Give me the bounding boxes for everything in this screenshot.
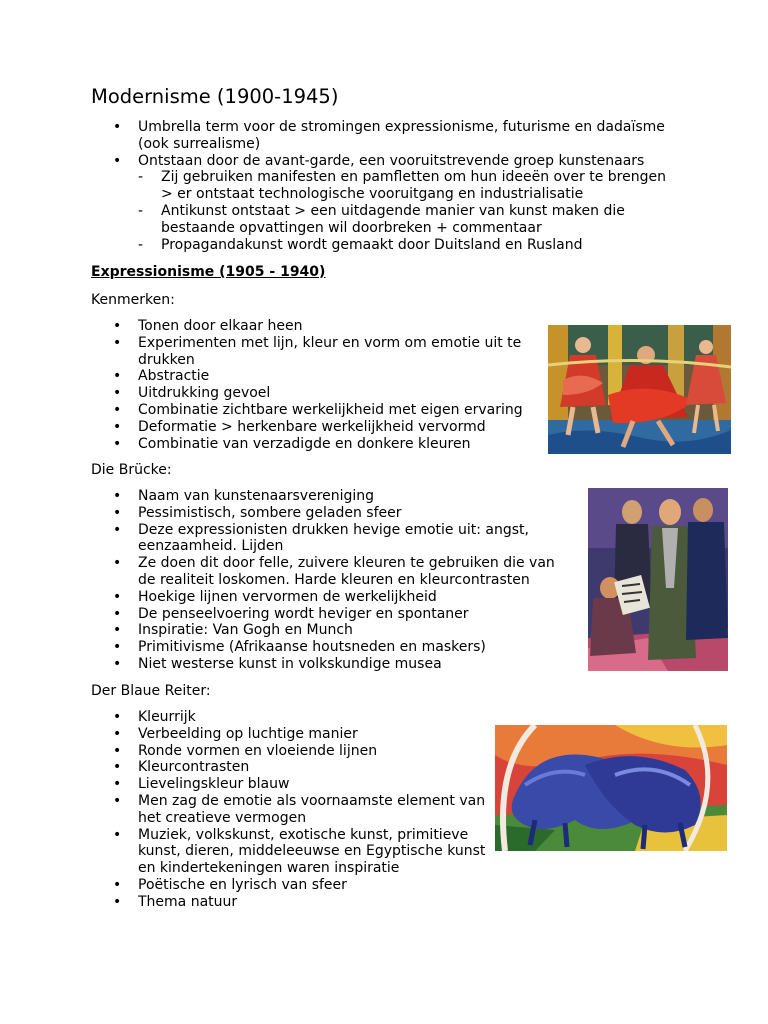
list-item-text: Pessimistisch, sombere geladen sfeer	[138, 504, 402, 521]
list-item	[91, 793, 491, 827]
list-item-text: Kleurcontrasten	[138, 759, 250, 776]
list-item	[91, 402, 541, 419]
list-item	[91, 743, 491, 760]
blue-horses-painting	[495, 725, 727, 851]
list-item	[91, 335, 541, 369]
list-item	[91, 555, 571, 589]
list-item-text: Deze expressionisten drukken hevige emotie uit: angst, eenzaamheid. Lijden	[138, 521, 529, 555]
list-item-text: Verbeelding op luchtige manier	[138, 725, 358, 742]
list-item-text: Ontstaan door de avant-garde, een vooruitstrevende groep kunstenaars	[138, 152, 645, 169]
list-item-text: Naam van kunstenaarsvereniging	[138, 488, 375, 504]
list-item	[91, 436, 541, 453]
sub-list-item	[138, 203, 681, 237]
list-item-text: Men zag de emotie als voornaamste element van het creatieve vermogen	[138, 792, 486, 826]
list-item-text: Muziek, volkskunst, exotische kunst, primitieve kunst, dieren, middeleeuwse en Egyptische kunst en kindertekeningen waren inspiratie	[138, 826, 486, 877]
list-item-text: Niet westerse kunst in volkskundige musea	[138, 655, 442, 672]
list-item	[91, 709, 491, 726]
list-item-text: De penseelvoering wordt heviger en spontaner	[138, 605, 469, 622]
sub-list-item-text: Propagandakunst wordt gemaakt door Duitsland en Rusland	[161, 236, 583, 253]
list-item-text: Deformatie > herkenbare werkelijkheid vervormd	[138, 418, 486, 435]
list-item-text: Thema natuur	[138, 893, 238, 910]
list-item-text: Poëtische en lyrisch van sfeer	[138, 876, 347, 893]
list-item	[91, 522, 571, 556]
sub-list-item-text: Antikunst ontstaat > een uitdagende manier van kunst maken die bestaande opvattingen wil doorbreken + commentaar	[161, 202, 625, 236]
list-item	[91, 606, 571, 623]
list-item	[91, 419, 541, 436]
list-item	[91, 894, 491, 911]
list-item-text: Primitivisme (Afrikaanse houtsneden en maskers)	[138, 639, 486, 656]
list-item-text: Inspiratie: Van Gogh en Munch	[138, 622, 353, 639]
sub-list-item-text: Zij gebruiken manifesten en pamfletten om hun ideeën over te brengen > er ontstaat technologische vooruitgang en industrialisatie	[161, 169, 666, 203]
list-item	[91, 318, 541, 335]
list-item-text: Umbrella term voor de stromingen expressionisme, futurisme en dadaïsme (ook surrealisme)	[138, 119, 665, 152]
list-item	[91, 505, 571, 522]
list-item	[91, 776, 491, 793]
list-item-text: Kleurrijk	[138, 709, 196, 725]
list-item	[91, 827, 491, 877]
list-item	[91, 488, 571, 505]
list-item-text: Abstractie	[138, 368, 210, 385]
list-item	[91, 385, 541, 402]
list-item	[91, 622, 571, 639]
list-item-text: Combinatie zichtbare werkelijkheid met eigen ervaring	[138, 401, 523, 418]
list-item-text: Ronde vormen en vloeiende lijnen	[138, 742, 378, 759]
blaue-reiter-list	[91, 709, 491, 911]
list-item-text: Combinatie van verzadigde en donkere kleuren	[138, 435, 471, 452]
sub-list-item	[138, 237, 681, 254]
list-item-text: Hoekige lijnen vervormen de werkelijkheid	[138, 588, 437, 605]
blaue-reiter-label: Der Blaue Reiter:	[91, 683, 211, 699]
list-item	[91, 153, 681, 254]
list-item	[91, 656, 571, 673]
section-heading: Expressionisme (1905 - 1940)	[91, 264, 326, 280]
list-item	[91, 589, 571, 606]
dancers-painting	[548, 325, 731, 454]
list-item-text: Lievelingskleur blauw	[138, 776, 290, 793]
list-item	[91, 639, 571, 656]
list-item	[91, 119, 681, 153]
brucke-list	[91, 488, 571, 673]
kenmerken-label: Kenmerken:	[91, 292, 175, 308]
group-portrait-painting	[588, 488, 728, 671]
page-title: Modernisme (1900-1945)	[91, 85, 339, 108]
list-item	[91, 368, 541, 385]
brucke-label: Die Brücke:	[91, 462, 172, 478]
sub-list-item	[138, 169, 681, 203]
sub-list	[138, 169, 681, 253]
kenmerken-list	[91, 318, 541, 452]
list-item-text: Uitdrukking gevoel	[138, 385, 271, 402]
list-item	[91, 726, 491, 743]
list-item	[91, 759, 491, 776]
list-item-text: Experimenten met lijn, kleur en vorm om emotie uit te drukken	[138, 334, 522, 368]
list-item-text: Tonen door elkaar heen	[138, 318, 303, 334]
list-item	[91, 877, 491, 894]
list-item-text: Ze doen dit door felle, zuivere kleuren te gebruiken die van de realiteit loskomen. Harde kleuren en kleurcontrasten	[138, 555, 555, 588]
intro-list	[91, 119, 681, 253]
